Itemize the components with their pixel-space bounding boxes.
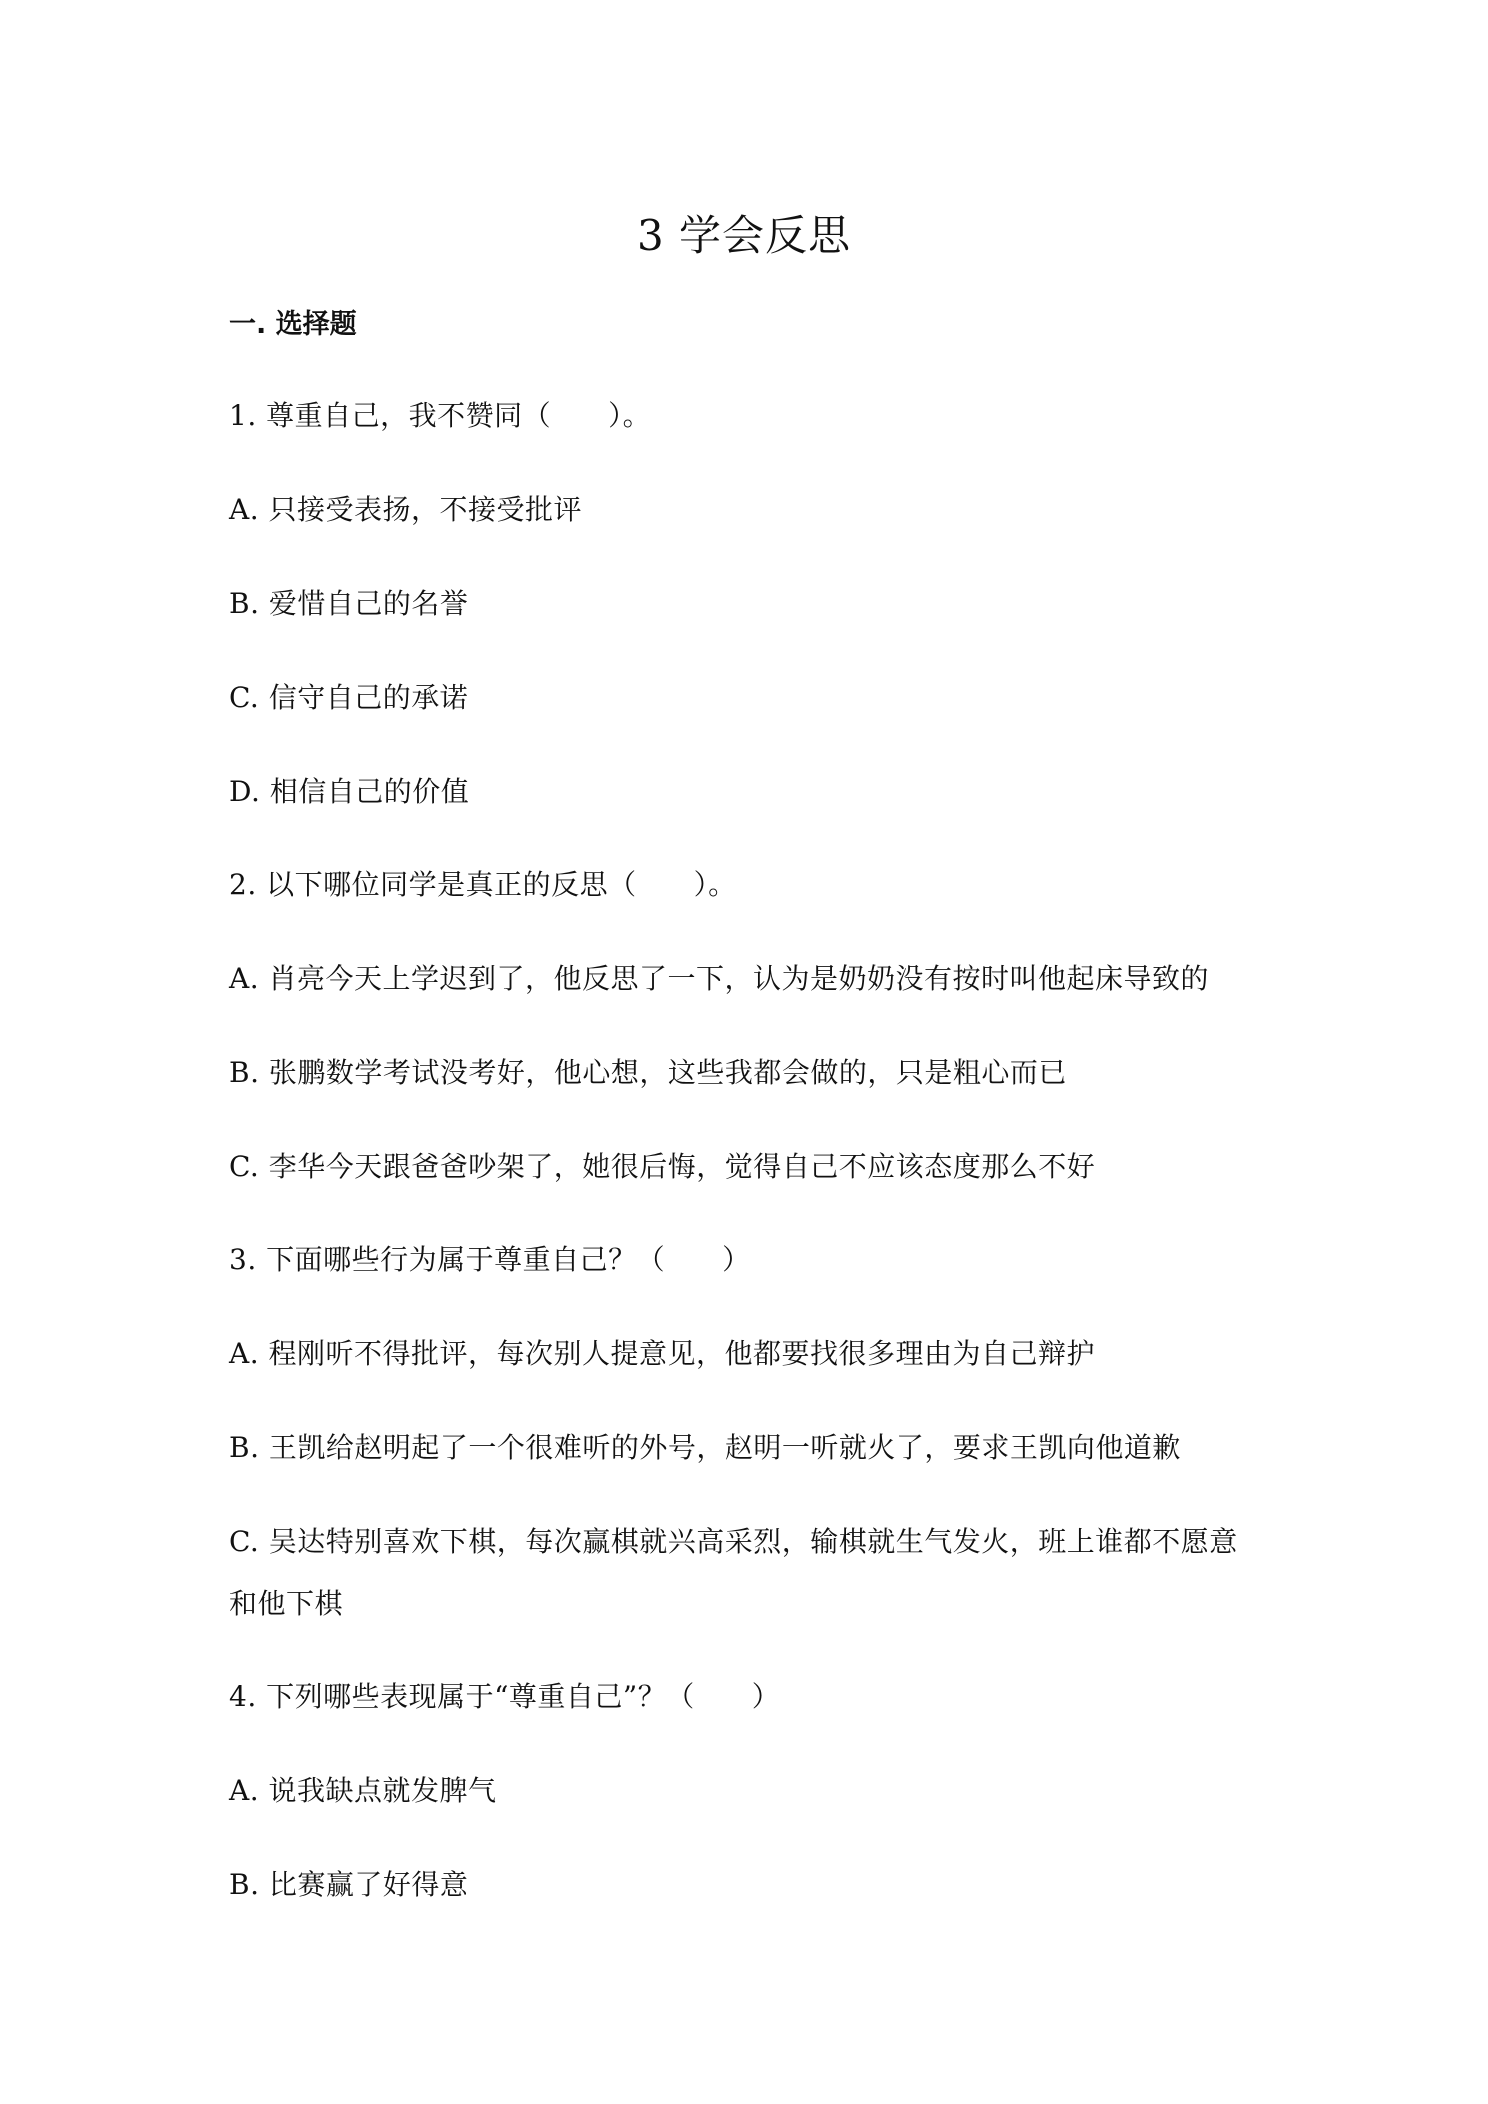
question-4: 4. 下列哪些表现属于“尊重自己”？（ ） [229,1680,781,1713]
question-3: 3. 下面哪些行为属于尊重自己？（ ） [229,1243,751,1276]
question-2-option-c: C. 李华今天跟爸爸吵架了，她很后悔，觉得自己不应该态度那么不好 [229,1150,1096,1183]
page-title: 3 学会反思 [636,211,852,261]
question-2-option-a: A. 肖亮今天上学迟到了，他反思了一下，认为是奶奶没有按时叫他起床导致的 [229,962,1210,995]
question-3-option-b: B. 王凯给赵明起了一个很难听的外号，赵明一听就火了，要求王凯向他道歉 [229,1431,1181,1464]
question-2: 2. 以下哪位同学是真正的反思（ ）。 [229,868,737,901]
question-4-option-b: B. 比赛赢了好得意 [229,1868,469,1901]
question-1-option-d: D. 相信自己的价值 [229,775,470,808]
question-3-option-a: A. 程刚听不得批评，每次别人提意见，他都要找很多理由为自己辩护 [229,1337,1096,1370]
question-2-option-b: B. 张鹏数学考试没考好，他心想，这些我都会做的，只是粗心而已 [229,1056,1067,1089]
question-1-option-a: A. 只接受表扬，不接受批评 [229,493,583,526]
section-heading: 一. 选择题 [229,309,357,340]
question-3-option-c: C. 吴达特别喜欢下棋，每次赢棋就兴高采烈，输棋就生气发火，班上谁都不愿意和他下棋 [229,1525,1238,1620]
question-4-option-a: A. 说我缺点就发脾气 [229,1774,497,1807]
question-1: 1. 尊重自己，我不赞同（ ）。 [229,399,652,432]
question-1-option-c: C. 信守自己的承诺 [229,681,469,714]
question-1-option-b: B. 爱惜自己的名誉 [229,587,469,620]
